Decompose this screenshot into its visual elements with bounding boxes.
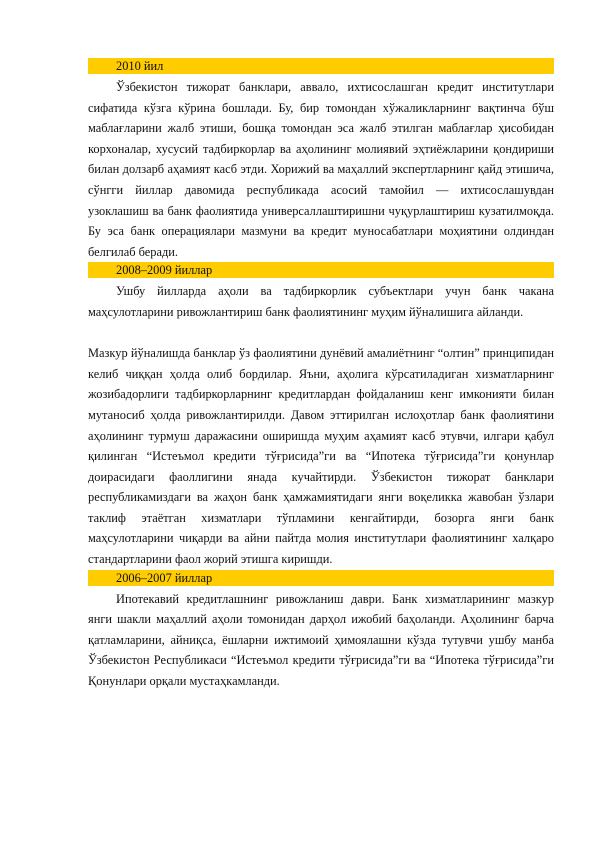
paragraph-2008-2009-intro: Ушбу йилларда аҳоли ва тадбиркорлик субъектлари учун банк чакана маҳсулотларини ривожлантириш банк фаолиятининг муҳим йўналишига айланди. (88, 284, 554, 319)
paragraph-spacer (88, 323, 554, 344)
section-heading-label: 2006–2007 йиллар (116, 570, 213, 585)
section-heading-2008-2009 (88, 262, 554, 278)
section-heading-2010 (88, 58, 554, 74)
section-heading-2006-2007 (88, 570, 554, 586)
paragraph-2008-2009-body: Мазкур йўналишда банклар ўз фаолиятини дунёвий амалиётнинг “олтин” принципидан келиб чиққан ҳолда олиб бордилар. Яъни, аҳолига кўрсатиладиган хизматларнинг жозибадорлиги тадбиркорларнинг кредитлардан фойдаланиш кенг имконияти билан мутаносиб ҳолда ривожлантирилди. Давом эттирилган ислоҳотлар банк фаолиятини аҳолининг турмуш даражасини оширишда муҳим аҳамият касб этувчи, илгари қабул қилинган “Истеъмол кредити тўғрисида”ги ва “Ипотека тўғрисида”ги қонунлар доирасидаги фаоллигини янада кучайтирди. Ўзбекистон тижорат банклари республикамиздаги ва жаҳон банк ҳамжамиятидаги янги воқеликка жавобан ўзлари таклиф этаётган хизматлари тўпламини кенгайтирди, бозорга янги банк маҳсулотларини чиқарди ва айни пайтда молия институтлари фаолиятининг халқаро стандартларини фаол жорий этишга киришди. (88, 346, 554, 567)
section-heading-label: 2008–2009 йиллар (116, 263, 213, 278)
paragraph-2006-2007: Ипотекавий кредитлашнинг ривожланиш даври. Банк хизматларининг мазкур янги шакли маҳаллий аҳоли томонидан дарҳол ижобий баҳоланди. Аҳолининг барча қатламларини, айниқса, ёшларни ижтимоий ҳимоялашни кўзда тутувчи ушбу манба Ўзбекистон Республикаси “Истеъмол кредити тўғрисида”ги ва “Ипотека тўғрисида”ги Қонунлари орқали мустаҳкамланди. (88, 591, 554, 689)
paragraph-2010: Ўзбекистон тижорат банклари, аввало, ихтисослашган кредит институтлари сифатида кўзга кўрина бошлади. Бу, бир томондан хўжаликларнинг вақтинча бўш маблағларини жалб этиши, бошқа томондан эса жалб этилган маблағлар ҳисобидан корхоналар, хусусий тадбиркорлар ва аҳолининг молиявий эҳтиёжларини қондириши билан долзарб аҳамият касб этди. Хорижий ва маҳаллий экспертларнинг қайд этишича, сўнгги йиллар давомида республикада асосий тамойил — ихтисослашувдан узоклашиш ва банк фаолиятида универсаллаштиришни чуқурлаштириш кузатилмоқда. Бу эса банк операциялари мазмуни ва кредит муносабатлари моҳиятини олдиндан белгилаб беради. (88, 80, 554, 259)
document-page (88, 58, 554, 692)
section-heading-label: 2010 йил (116, 59, 164, 73)
